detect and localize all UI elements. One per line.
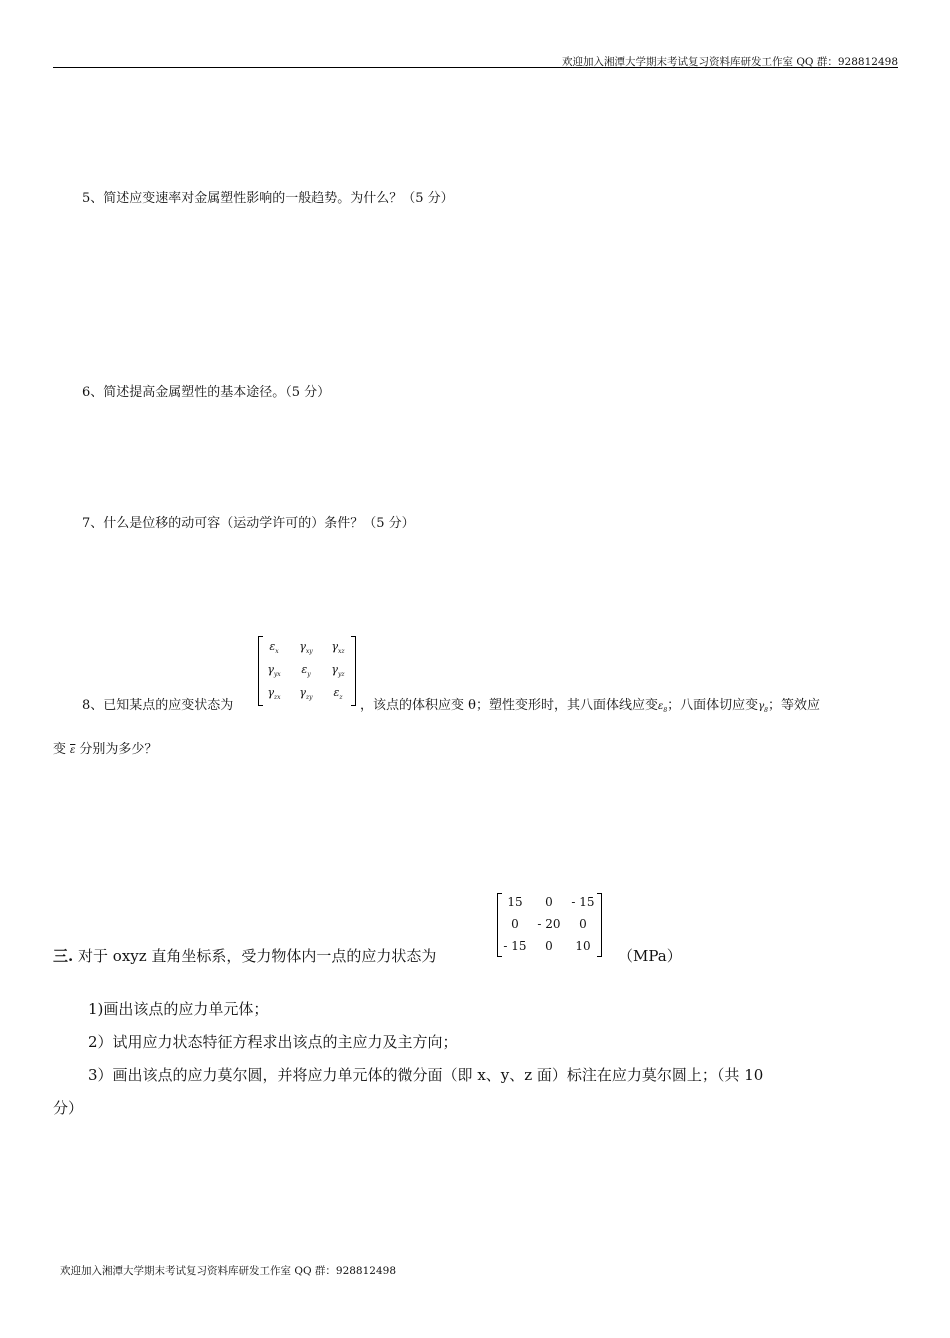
section-3-line1	[53, 945, 436, 966]
stress-cell: - 20	[537, 917, 561, 931]
question-8-line1	[360, 694, 820, 714]
strain-cell: $\varepsilon_x$	[269, 640, 279, 656]
question-8-prefix: 8、已知某点的应变状态为	[82, 698, 234, 713]
page-header: 欢迎加入湘潭大学期末考试复习资料库研发工作室 QQ 群：928812498	[561, 56, 898, 68]
strain-matrix	[258, 636, 356, 706]
question-8-text-c: ；等效应	[768, 698, 821, 713]
stress-matrix	[497, 893, 602, 957]
question-8-text-e: 分别为多少？	[79, 742, 158, 757]
strain-cell: $\gamma_{yz}$	[331, 663, 345, 679]
question-8-text-b: ；八面体切应变	[667, 698, 759, 713]
strain-cell: $\gamma_{xy}$	[299, 640, 313, 656]
stress-cell: 0	[511, 917, 519, 931]
section-3-item-3-cont: 分）	[53, 1099, 84, 1117]
strain-cell: $\gamma_{zx}$	[267, 686, 281, 702]
question-8-line2	[53, 738, 157, 757]
header-rule	[53, 67, 898, 68]
question-8-text-d: 变	[53, 742, 67, 757]
stress-cell: - 15	[503, 939, 527, 953]
section-3-item-2: 2）试用应力状态特征方程求出该点的主应力及主方向；	[88, 1033, 458, 1051]
question-8-text-a: ，该点的体积应变 θ；塑性变形时，其八面体线应变	[360, 698, 658, 713]
stress-unit: （MPa）	[618, 947, 682, 965]
strain-cell: $\gamma_{xz}$	[331, 640, 345, 656]
strain-cell: $\gamma_{yx}$	[267, 663, 281, 679]
section-3-label: 三.	[53, 947, 74, 965]
strain-cell: $\varepsilon_z$	[333, 686, 343, 702]
strain-cell: $\gamma_{zy}$	[299, 686, 313, 702]
octahedral-shear-strain: $\gamma_8$	[758, 701, 768, 714]
question-7: 7、什么是位移的动可容（运动学许可的）条件？（5 分）	[82, 516, 415, 531]
question-6: 6、简述提高金属塑性的基本途径。（5 分）	[82, 385, 331, 400]
section-3-item-3: 3）画出该点的应力莫尔圆，并将应力单元体的微分面（即 x、y、z 面）标注在应力莫尔圆上；（共 10	[88, 1066, 764, 1084]
question-5: 5、简述应变速率对金属塑性影响的一般趋势。为什么？（5 分）	[82, 191, 454, 206]
strain-cell: $\varepsilon_y$	[301, 663, 311, 679]
stress-cell: 10	[575, 939, 591, 953]
section-3-item-1: 1)画出该点的应力单元体；	[88, 1000, 269, 1018]
section-3-text: 对于 oxyz 直角坐标系，受力物体内一点的应力状态为	[78, 947, 437, 965]
octahedral-normal-strain: $\varepsilon_8$	[657, 701, 668, 714]
stress-cell: 0	[579, 917, 587, 931]
stress-cell: 15	[507, 895, 523, 909]
stress-cell: 0	[545, 895, 553, 909]
equivalent-strain: $\overline{\varepsilon}$	[70, 745, 76, 756]
stress-cell: - 15	[571, 895, 595, 909]
stress-cell: 0	[545, 939, 553, 953]
page-footer: 欢迎加入湘潭大学期末考试复习资料库研发工作室 QQ 群：928812498	[60, 1265, 397, 1277]
